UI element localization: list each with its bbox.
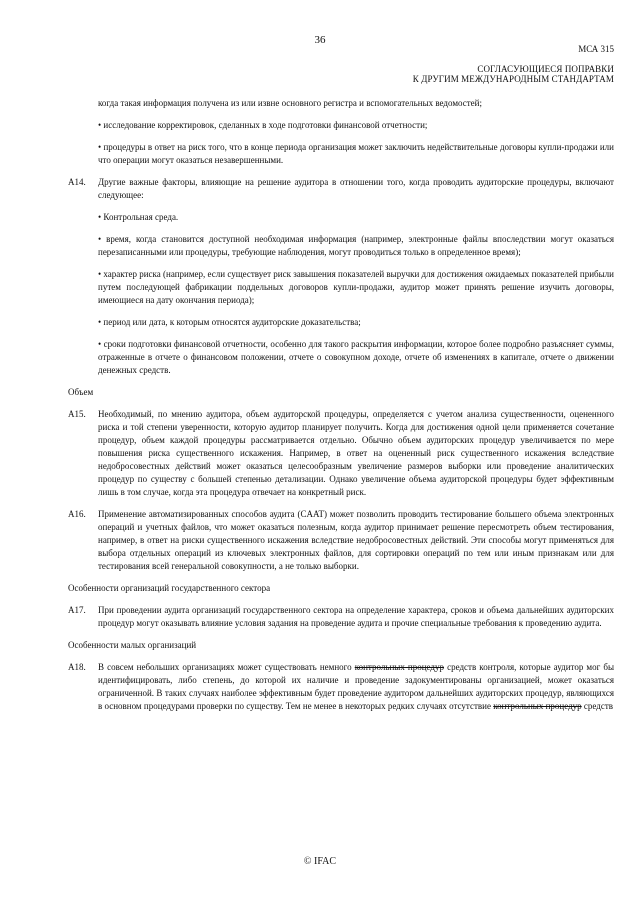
page-number: 36 — [314, 34, 326, 46]
bullet-item: • исследование корректировок, сделанных в ходе подготовки финансовой отчетности; — [98, 120, 428, 130]
struck-text: контрольных процедур — [354, 662, 444, 672]
paragraph-a14 — [68, 176, 614, 202]
paragraph-number: A15. — [68, 409, 86, 419]
paragraph-text: Применение автоматизированных способов аудита (CAAT) может позволить проводить тестирование большего объема электронных операций и учетных файлов, что может оказаться полезным, когда аудитор принимает решение пересмотреть объем тестирования, например, в ответ на риски существенного искажения вследствие недобросовестных действий. Эти способы могут применяться для выбора отдельных операций из ключевых электронных файлов, для сортировки операций по тем или иным признакам или для тестирования всей генеральной совокупности, а не только выборки. — [98, 509, 614, 571]
struck-text: контрольных процедур — [493, 701, 582, 711]
paragraph-a18 — [68, 661, 614, 713]
section-heading-public-sector: Особенности организаций государственного сектора — [68, 583, 271, 593]
running-header-line-2: К ДРУГИМ МЕЖДУНАРОДНЫМ СТАНДАРТАМ — [412, 74, 614, 84]
paragraph-a15 — [68, 408, 614, 499]
text-run: средств — [581, 701, 614, 711]
running-header-line-1: СОГЛАСУЮЩИЕСЯ ПОПРАВКИ — [477, 64, 614, 74]
bullet-item: • Контрольная среда. — [98, 212, 179, 222]
running-header — [413, 64, 614, 84]
paragraph-text — [98, 662, 614, 711]
section-heading-volume: Объем — [68, 387, 94, 397]
paragraph-number: A18. — [68, 662, 86, 672]
paragraph-text: Необходимый, по мнению аудитора, объем аудиторской процедуры, определяется с учетом анализа существенности, оцененного риска и той степени уверенности, которую аудитор планирует получить. Когда для достижения одной цели применяется сочетание процедур, объем каждой процедуры рассматривается отдельно. Обычно объем аудиторских процедур увеличивается по мере повышения риска существенного искажения. Например, в ответ на оцененный риск существенного искажения вследствие недобросовестных действий может оказаться целесообразным увеличение размеров выборки или проведение аналитических процедур по существу с большей степенью детализации. Однако увеличение объема аудиторской процедуры будет эффективным лишь в том случае, когда эта процедура отвечает на конкретный риск. — [98, 409, 614, 497]
paragraph-number: A16. — [68, 509, 86, 519]
paragraph-text: При проведении аудита организаций государственного сектора на определение характера, сроков и объема дальнейших аудиторских процедур могут оказывать влияние условия задания на проведение аудита и прочие специальные требования к проведению аудита. — [98, 605, 614, 628]
paragraph-number: A17. — [68, 605, 86, 615]
section-heading-small-entities: Особенности малых организаций — [68, 640, 197, 650]
bullet-item: • процедуры в ответ на риск того, что в конце периода организация может заключить недействительные договоры купли-продажи или что операции могут оказаться незавершенными. — [98, 142, 614, 165]
bullet-item: • сроки подготовки финансовой отчетности, особенно для такого раскрытия информации, которое более подробно разъясняет суммы, отраженные в отчете о финансовом положении, отчете о совокупном доходе, отчете об изменениях в капитале, отчете о движении денежных средств. — [98, 339, 614, 375]
paragraph-a17 — [68, 604, 614, 630]
paragraph-text: Другие важные факторы, влияющие на решение аудитора в отношении того, когда проводить аудиторские процедуры, включают следующее: — [98, 177, 614, 200]
bullet-item: • период или дата, к которым относятся аудиторские доказательства; — [98, 317, 361, 327]
bullet-item: • характер риска (например, если существует риск завышения показателей выручки для достижения ожидаемых показателей прибыли путем последующей фабрикации поддельных договоров купли-продажи, аудитор может принять решение изучить договоры, имеющиеся на дату окончания периода); — [98, 269, 614, 305]
paragraph-number: A14. — [68, 177, 86, 187]
continued-paragraph: когда такая информация получена из или извне основного регистра и вспомогательных ведомостей; — [98, 98, 482, 108]
bullet-item: • время, когда становится доступной необходимая информация (например, электронные файлы впоследствии могут оказаться перезаписанными или процедуры, требующие наблюдения, могут проводиться только в определенное время); — [98, 234, 614, 257]
paragraph-a16 — [68, 508, 614, 573]
document-code: МСА 315 — [578, 44, 614, 54]
text-run: В совсем небольших организациях может существовать немного — [98, 662, 355, 672]
page-content — [68, 97, 614, 722]
footer-copyright: © IFAC — [303, 856, 337, 867]
text-run: средств контроля, которые аудитор мог бы идентифицировать, либо степень, до которой их наличие и проведение задокументированы организацией, может оказаться ограниченной. В таких случаях наиболее эффективным будет проведение аудитором дальнейших аудиторских процедур, являющихся в основном процедурами проверки по существу. Тем не менее в некоторых редких случаях отсутствие — [98, 662, 615, 711]
